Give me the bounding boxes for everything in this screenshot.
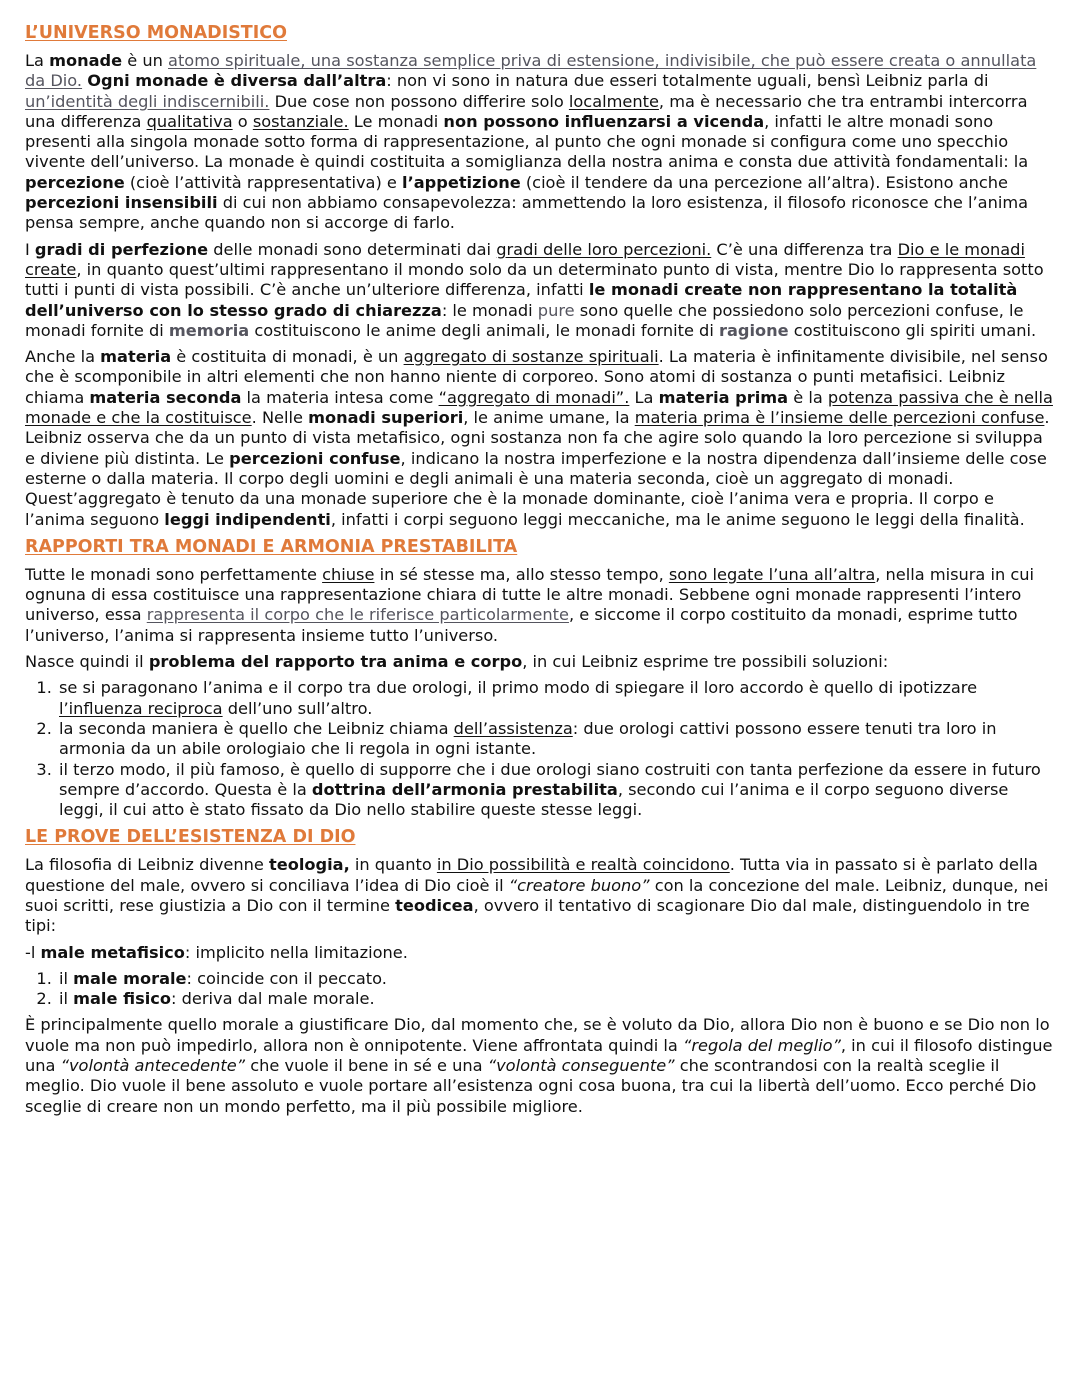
list-item xyxy=(57,989,1056,1009)
list-item xyxy=(57,969,1056,989)
text-run: il terzo modo, il più famoso, è quello di supporre che i due orologi siano costruiti con tanta perfezione da essere in futuro sempre d’accordo. Questa è la xyxy=(59,759,1041,799)
text-run: non possono influenzarsi a vicenda xyxy=(443,111,765,131)
paragraph xyxy=(25,51,1056,234)
text-run: (cioè l’attività rappresentativa) e xyxy=(124,172,403,192)
text-run: pure xyxy=(537,300,575,320)
text-run: , le anime umane, la xyxy=(463,408,635,428)
text-run: teologia, xyxy=(269,855,350,875)
text-run: , in cui Leibniz esprime tre possibili soluzioni: xyxy=(522,652,889,672)
text-run: . Nelle xyxy=(251,408,309,428)
text-run: potenza passiva che è nella monade e che la costituisce xyxy=(25,387,1053,428)
text-run: , nella misura in cui ognuna di essa costituisce una rappresentazione chiara di tutte le altre monadi. Sebbene ogni monade rappresenti l’intero universo, essa xyxy=(25,564,1035,625)
text-run: : le monadi xyxy=(441,300,538,320)
text-run: percezione xyxy=(25,172,125,192)
text-run: Dio e le monadi create xyxy=(25,239,1025,279)
text-run: l’influenza reciproca xyxy=(59,698,223,718)
list-item xyxy=(57,760,1056,821)
paragraph xyxy=(25,943,1056,963)
text-run: in quanto xyxy=(349,855,437,875)
text-run: “regola del meglio” xyxy=(682,1035,841,1055)
text-run: aggregato di sostanze spirituali xyxy=(403,347,659,367)
text-run: Nasce quindi il xyxy=(25,652,149,672)
text-run: -l xyxy=(25,942,41,962)
text-run: . Tutta via in passato si è parlato della questione del male, ovvero si conciliava l’idea di Dio cioè il xyxy=(25,855,1038,895)
text-run: sono quelle che possiedono solo percezioni confuse, le monadi fornite di xyxy=(25,300,1024,340)
text-run: rappresenta il corpo che le riferisce particolarmente xyxy=(146,605,569,625)
text-run: chiuse xyxy=(322,564,375,584)
text-run: . La materia è infinitamente divisibile, nel senso che è scomponibile in altri elementi che non hanno niente di corporeo. Sono atomi di sostanza o punti metafisici. Leibniz chiama xyxy=(25,347,1048,407)
text-run: è costituita di monadi, è un xyxy=(171,347,404,367)
text-run: materia prima xyxy=(658,387,789,407)
text-run: La xyxy=(25,51,50,70)
text-run: costituiscono le anime degli animali, le monadi fornite di xyxy=(249,320,719,340)
text-run: localmente xyxy=(568,91,659,111)
text-run: problema del rapporto tra anima e corpo xyxy=(148,652,523,672)
text-run: . Leibniz osserva che da un punto di vista metafisico, ogni sostanza non fa che agire solo quando la loro percezione si sviluppa e diviene più distinta. Le xyxy=(25,408,1050,468)
text-run: in sé stesse ma, allo stesso tempo, xyxy=(374,564,669,584)
section-title-rapporti: RAPPORTI TRA MONADI E ARMONIA PRESTABILITA xyxy=(25,536,518,557)
text-run: in Dio possibilità e realtà coincidono xyxy=(436,855,730,875)
text-run: la seconda maniera è quello che Leibniz chiama xyxy=(59,718,454,738)
text-run: Le monadi xyxy=(348,111,444,131)
text-run: sono legate l’una all’altra xyxy=(668,564,876,584)
text-run: gradi di perfezione xyxy=(34,239,209,259)
text-run: (cioè il tendere da una percezione all’altra). Esistono anche xyxy=(520,172,1008,192)
text-run: male morale xyxy=(73,968,187,988)
paragraph xyxy=(25,652,1056,672)
paragraph xyxy=(25,565,1056,646)
text-run: la materia intesa come xyxy=(241,387,439,407)
text-run: percezioni confuse xyxy=(229,448,401,468)
text-run: , infatti i corpi seguono leggi meccaniche, ma le anime seguono le leggi della finalità. xyxy=(330,509,1025,529)
text-run: , secondo cui l’anima e il corpo seguono diverse leggi, il cui atto è stato fissato da Dio nello stabilire queste stesse leggi. xyxy=(59,779,1009,820)
text-run: atomo spirituale, una sostanza semplice priva di estensione, indivisibile, che può essere creata o annullata da Dio. xyxy=(25,51,1037,91)
text-run: gradi delle loro percezioni. xyxy=(496,239,712,259)
text-run: con la concezione del male. Leibniz, dunque, nei suoi scritti, rese giustizia a Dio con il termine xyxy=(25,875,1049,915)
text-run: l’appetizione xyxy=(402,172,521,192)
text-run: costituiscono gli spiriti umani. xyxy=(788,320,1037,340)
text-run: delle monadi sono determinati dai xyxy=(208,239,497,259)
text-run: ragione xyxy=(718,320,789,340)
list-item xyxy=(57,719,1056,760)
numbered-list xyxy=(25,969,1056,1010)
text-run: , ovvero il tentativo di scagionare Dio dal male, distinguendolo in tre tipi: xyxy=(25,895,1030,936)
text-run: materia xyxy=(100,347,172,367)
text-run: La xyxy=(629,387,659,407)
section-title-universo: L’UNIVERSO MONADISTICO xyxy=(25,23,287,43)
text-run: , ma è necessario che tra entrambi intercorra una differenza xyxy=(25,91,1028,131)
text-run: : non vi sono in natura due esseri totalmente uguali, bensì Leibniz parla di xyxy=(386,71,989,91)
text-run: , infatti le altre monadi sono presenti alla singola monade sotto forma di rappresentazione, al punto che ogni monade si configura come uno specchio vivente dell’universo. La monade è quindi costituita a somiglianza della nostra anima e consta due attività fondamentali: la xyxy=(25,111,1029,172)
paragraph xyxy=(25,347,1056,530)
text-run: è la xyxy=(788,387,828,407)
text-run: qualitativa xyxy=(146,111,233,131)
text-run: materia prima è l’insieme delle percezioni confuse xyxy=(634,408,1045,428)
text-run: “creatore buono” xyxy=(508,875,650,895)
text-run: : due orologi cattivi possono essere tenuti tra loro in armonia da un abile orologiaio che li regola in ogni istante. xyxy=(59,718,997,759)
text-run: , in cui il filosofo distingue una xyxy=(25,1035,1053,1076)
text-run: dell’assistenza xyxy=(453,718,573,738)
text-run: memoria xyxy=(168,320,250,340)
text-run: “aggregato di monadi”. xyxy=(438,387,630,407)
numbered-list xyxy=(25,678,1056,820)
text-run: , e siccome il corpo costituito da monadi, esprime tutto l’universo, l’anima si rappresenta insieme tutto l’universo. xyxy=(25,605,1018,645)
text-run: Ogni monade è diversa dall’altra xyxy=(87,71,387,91)
text-run: male metafisico xyxy=(40,942,185,962)
paragraph xyxy=(25,1015,1056,1116)
text-run: : coincide con il peccato. xyxy=(186,968,387,988)
text-run: teodicea xyxy=(395,895,474,915)
text-run: : implicito nella limitazione. xyxy=(184,942,408,962)
text-run: I xyxy=(25,239,35,259)
text-run: che vuole il bene in sé e una xyxy=(245,1056,488,1076)
text-run: se si paragonano l’anima e il corpo tra due orologi, il primo modo di spiegare il loro accordo è quello di ipotizzare xyxy=(59,678,978,698)
text-run: Anche la xyxy=(25,347,101,367)
text-run: il xyxy=(59,989,74,1009)
text-run: il xyxy=(59,968,74,988)
list-item xyxy=(57,678,1056,719)
text-run: C’è una differenza tra xyxy=(711,239,898,259)
text-run: , indicano la nostra imperfezione e la nostra dipendenza dall’insieme delle cose esterne o dalla materia. Il corpo degli uomini e degli animali è una materia seconda, cioè un aggregato di monadi. Quest’aggregato è tenuto da una monade superiore che è la monade dominante, cioè l’anima vera e propria. Il corpo e l’anima seguono xyxy=(25,448,1047,529)
text-run: , in quanto quest’ultimi rappresentano il mondo solo da un determinato punto di vista, mentre Dio lo rappresenta sotto tutti i punti di vista possibili. C’è anche un’ulteriore differenza, infatti xyxy=(25,259,1044,300)
text-run: un’identità degli indiscernibili. xyxy=(25,91,270,111)
text-run: o xyxy=(232,111,253,131)
text-run: dottrina dell’armonia prestabilita xyxy=(311,779,618,799)
text-run: La filosofia di Leibniz divenne xyxy=(25,855,269,875)
text-run: sostanziale. xyxy=(252,111,349,131)
text-run: “volontà conseguente” xyxy=(487,1056,675,1076)
text-run: “volontà antecedente” xyxy=(60,1056,246,1076)
text-run: materia seconda xyxy=(89,387,242,407)
text-run: di cui non abbiamo consapevolezza: ammettendo la loro esistenza, il filosofo riconosce che l’anima pensa sempre, anche quando non si accorge di farlo. xyxy=(25,193,1029,233)
text-run: percezioni insensibili xyxy=(25,193,218,213)
text-run: le monadi create non rappresentano la totalità dell’universo con lo stesso grado di chiarezza xyxy=(25,280,1018,320)
text-run: Due cose non possono differire solo xyxy=(269,91,569,111)
text-run: che scontrandosi con la realtà sceglie il meglio. Dio vuole il bene assoluto e vuole portare all’esistenza ogni cosa buona, tra cui la libertà dell’uomo. Ecco perché Dio sceglie di creare non un mondo perfetto, ma il più possibile migliore. xyxy=(25,1056,1037,1116)
text-run: monade xyxy=(49,51,123,70)
text-run: monadi superiori xyxy=(308,408,464,428)
text-run: Tutte le monadi sono perfettamente xyxy=(25,564,323,584)
text-run: male fisico xyxy=(73,989,171,1009)
text-run: è un xyxy=(122,51,169,70)
text-run: dell’uno sull’altro. xyxy=(222,698,373,718)
text-run: : deriva dal male morale. xyxy=(171,989,375,1009)
text-run: leggi indipendenti xyxy=(164,509,331,529)
paragraph xyxy=(25,855,1056,936)
section-title-prove: LE PROVE DELL’ESISTENZA DI DIO xyxy=(25,827,356,848)
text-run: È principalmente quello morale a giustificare Dio, dal momento che, se è voluto da Dio, allora Dio non è buono e se Dio non lo vuole ma non può impedirlo, allora non è onnipotente. Viene affrontata quindi la xyxy=(25,1015,1050,1055)
paragraph xyxy=(25,240,1056,341)
